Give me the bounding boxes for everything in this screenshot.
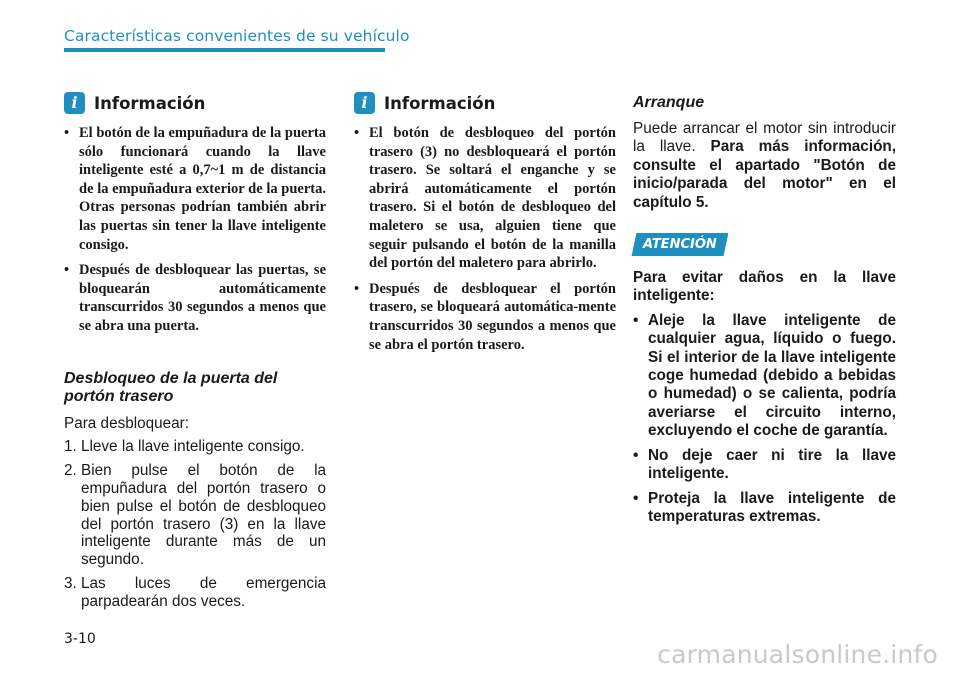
step-number: 2. xyxy=(64,462,77,480)
caution-item: • Aleje la llave inteligente de cualquier agua, líquido o fuego. Si el interior de la llave inteligente coge humedad (debido a bebidas o humedad) o se calienta, podría averiarse el circuito interno, excluyendo el coche de garantía. xyxy=(633,312,896,441)
info-title: Información xyxy=(94,93,206,113)
info-box-header xyxy=(64,90,326,116)
info-item: • El botón de la empuñadura de la puerta sólo funcionará cuando la llave inteligente esté a 0,7~1 m de distancia de la empuñadura exterior de la puerta. Otras personas podrían también abrir las puertas sin tener la llave inteligente consigo. xyxy=(64,124,326,254)
info-item: • El botón de desbloqueo del portón trasero (3) no desbloqueará el portón trasero. Se soltará el enganche y se abrirá automáticamente el portón trasero. Si el botón de desbloqueo del maletero se usa, alguien tiene que seguir pulsando el botón de la manilla del portón del maletero para abrirlo. xyxy=(354,124,616,273)
info-list xyxy=(354,124,616,354)
info-list xyxy=(64,124,326,336)
intro-text: Para desbloquear: xyxy=(64,414,190,432)
step-text: Las luces de emergencia parpadearán dos veces. xyxy=(81,574,326,610)
caution-label: ATENCIÓN xyxy=(643,237,717,253)
step-text: Bien pulse el botón de la empuñadura del portón trasero o bien pulse el botón de desbloqueo del portón trasero (3) en la llave inteligente durante más de un segundo. xyxy=(81,462,326,569)
step-item xyxy=(64,575,326,611)
page-number: 3-10 xyxy=(64,631,96,647)
column-1 xyxy=(64,90,326,617)
caution-list xyxy=(633,312,896,526)
info-icon: i xyxy=(354,92,375,114)
info-icon: i xyxy=(64,92,85,114)
step-number: 3. xyxy=(64,574,77,592)
steps-list xyxy=(64,438,326,610)
watermark: carmanualsonline.info xyxy=(657,640,938,669)
info-item: • Después de desbloquear el portón trasero, se bloqueará automática-mente transcurridos 30 segundos a menos que se abra el portón trasero. xyxy=(354,280,616,354)
step-number: 1. xyxy=(64,438,77,456)
step-item xyxy=(64,462,326,569)
column-2 xyxy=(354,90,616,361)
caution-badge xyxy=(632,233,729,256)
header-rule xyxy=(64,48,385,52)
start-paragraph xyxy=(633,120,896,212)
info-item: • Después de desbloquear las puertas, se bloquearán automáticamente transcurridos 30 segundos a menos que se abra una puerta. xyxy=(64,261,326,335)
page-header-title: Características convenientes de su vehículo xyxy=(64,27,410,45)
section-title-start: Arranque xyxy=(633,94,705,111)
column-3 xyxy=(633,90,896,532)
info-box-header xyxy=(354,90,616,116)
info-title: Información xyxy=(384,93,496,113)
caution-intro: Para evitar daños en la llave inteligente: xyxy=(633,269,896,305)
step-item xyxy=(64,438,326,456)
caution-item: • Proteja la llave inteligente de temperaturas extremas. xyxy=(633,490,896,527)
start-text: Puede arrancar el motor sin introducir la llave. xyxy=(633,120,896,156)
start-reference: Para más información, consulte el apartado "Botón de inicio/parada del motor" en el capítulo 5. xyxy=(633,138,897,211)
caution-item: • No deje caer ni tire la llave inteligente. xyxy=(633,447,896,484)
step-text: Lleve la llave inteligente consigo. xyxy=(81,438,305,456)
section-title-tailgate: Desbloqueo de la puerta del portón trasero xyxy=(64,369,278,406)
